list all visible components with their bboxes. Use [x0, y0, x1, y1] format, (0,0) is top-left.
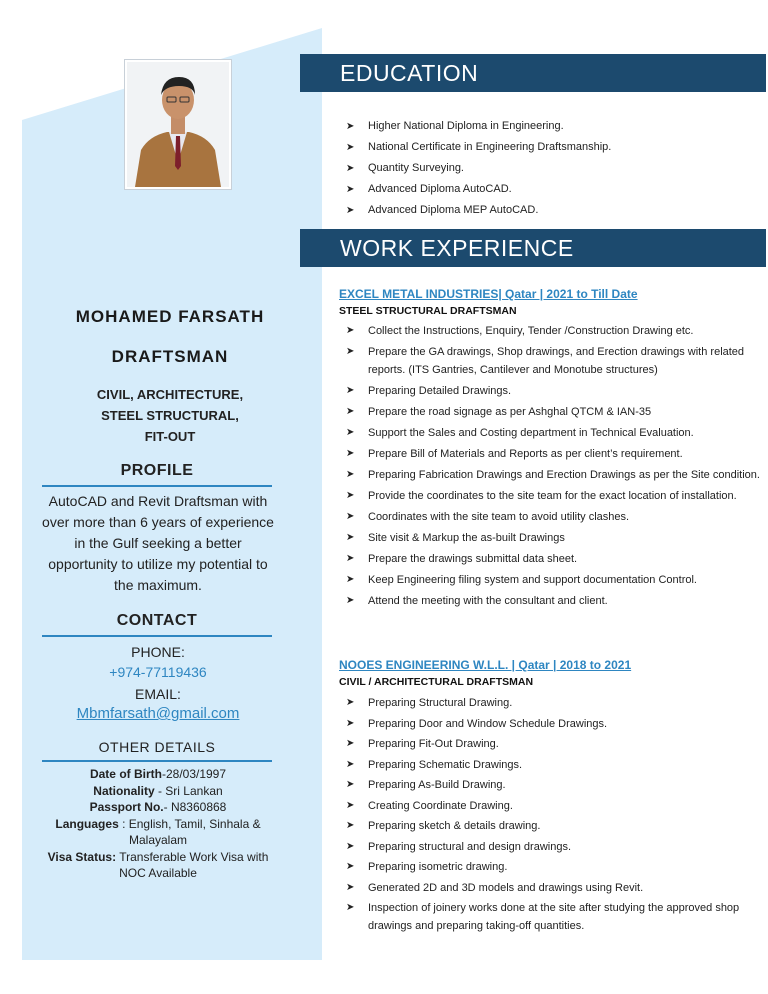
- arrow-icon: ➤: [346, 142, 355, 153]
- detail-label: Date of Birth: [89, 767, 162, 781]
- list-item: ➤ Advanced Diploma AutoCAD.: [346, 179, 762, 200]
- arrow-icon: ➤: [346, 861, 355, 872]
- contact-heading: CONTACT: [116, 612, 198, 629]
- arrow-icon: ➤: [346, 448, 355, 459]
- arrow-icon: ➤: [346, 902, 355, 913]
- arrow-icon: ➤: [346, 697, 355, 708]
- education-heading: EDUCATION: [300, 54, 766, 92]
- list-item: ➤ Preparing isometric drawing.: [346, 858, 762, 876]
- detail-row: [36, 849, 280, 882]
- specialty-item: CIVIL, ARCHITECTURE,: [96, 387, 244, 402]
- list-item: ➤ Collect the Instructions, Enquiry, Tender /Construction Drawing etc.: [346, 322, 762, 340]
- detail-label: Nationality: [93, 783, 155, 798]
- arrow-icon: ➤: [346, 799, 355, 811]
- arrow-icon: ➤: [346, 205, 355, 216]
- detail-value: - Sri Lankan: [154, 783, 223, 798]
- detail-value: Transferable Work Visa with NOC Available: [116, 849, 269, 880]
- arrow-icon: ➤: [346, 346, 355, 357]
- list-item: ➤ Preparing sketch & details drawing.: [346, 817, 762, 835]
- list-item: ➤ Prepare Bill of Materials and Reports as per client’s requirement.: [346, 445, 762, 463]
- list-item: ➤ Advanced Diploma MEP AutoCAD.: [346, 200, 762, 221]
- detail-label: Passport No.: [89, 800, 164, 814]
- list-item: ➤ Provide the coordinates to the site team for the exact location of installation.: [346, 487, 762, 505]
- email-label: EMAIL:: [135, 686, 181, 702]
- list-item: ➤ Prepare the drawings submittal data sheet.: [346, 550, 762, 568]
- company-name: NOOES ENGINEERING W.L.L. | Qatar | 2018 to 2021: [339, 658, 632, 672]
- profile-photo: [125, 60, 231, 189]
- list-item: ➤ Preparing Door and Window Schedule Drawings.: [346, 715, 762, 733]
- list-item: ➤ Site visit & Markup the as-built Drawings: [346, 529, 762, 547]
- arrow-icon: ➤: [346, 595, 355, 606]
- candidate-name: MOHAMED FARSATH: [75, 307, 265, 326]
- list-item: ➤ Preparing As-Build Drawing.: [346, 776, 762, 794]
- phone-label: PHONE:: [131, 644, 185, 660]
- job-duties-list: [346, 694, 762, 938]
- specialties: [30, 384, 310, 447]
- detail-label: Visa Status:: [47, 849, 117, 864]
- list-item: ➤ Quantity Surveying.: [346, 158, 762, 179]
- job-role: CIVIL / ARCHITECTURAL DRAFTSMAN: [339, 676, 534, 688]
- list-item: ➤ Inspection of joinery works done at the site after studying the approved shop drawings and preparing taking-off quantities.: [346, 899, 762, 935]
- company-name: EXCEL METAL INDUSTRIES| Qatar | 2021 to Till Date: [339, 287, 638, 301]
- arrow-icon: ➤: [346, 325, 355, 336]
- arrow-icon: ➤: [346, 532, 355, 543]
- list-item: ➤ National Certificate in Engineering Draftsmanship.: [346, 137, 762, 158]
- detail-value: : English, Tamil, Sinhala & Malayalam: [118, 816, 261, 847]
- arrow-icon: ➤: [346, 469, 355, 480]
- list-item: ➤ Prepare the GA drawings, Shop drawings, and Erection drawings with related reports. (ITS Gantries, Cantilever and Monotube structures): [346, 343, 762, 379]
- education-list: [346, 116, 762, 221]
- arrow-icon: ➤: [346, 553, 355, 564]
- profile-text: AutoCAD and Revit Draftsman with over more than 6 years of experience in the Gulf seeking a better opportunity to utilize my potential to the maximum.: [42, 493, 274, 593]
- arrow-icon: ➤: [346, 427, 355, 438]
- contact-divider: [42, 635, 272, 637]
- list-item: ➤ Preparing Detailed Drawings.: [346, 382, 762, 400]
- arrow-icon: ➤: [346, 758, 355, 770]
- other-details-heading: OTHER DETAILS: [98, 739, 216, 755]
- arrow-icon: ➤: [346, 717, 355, 729]
- list-item: ➤ Keep Engineering filing system and support documentation Control.: [346, 571, 762, 589]
- profile-divider: [42, 485, 272, 487]
- list-item: ➤ Preparing Structural Drawing.: [346, 694, 762, 712]
- list-item: ➤ Support the Sales and Costing department in Technical Evaluation.: [346, 424, 762, 442]
- arrow-icon: ➤: [346, 779, 355, 790]
- detail-row: [36, 783, 280, 800]
- detail-label: Languages: [55, 816, 119, 831]
- phone-link[interactable]: +974-77119436: [109, 664, 207, 680]
- list-item: ➤ Creating Coordinate Drawing.: [346, 797, 762, 815]
- list-item: ➤ Higher National Diploma in Engineering.: [346, 116, 762, 137]
- job-role: STEEL STRUCTURAL DRAFTSMAN: [339, 305, 517, 317]
- detail-value: - N8360868: [163, 800, 227, 814]
- list-item: ➤ Generated 2D and 3D models and drawings using Revit.: [346, 879, 762, 897]
- arrow-icon: ➤: [346, 490, 355, 501]
- arrow-icon: ➤: [346, 121, 355, 132]
- list-item: ➤ Prepare the road signage as per Ashghal QTCM & IAN-35: [346, 403, 762, 421]
- arrow-icon: ➤: [346, 574, 355, 585]
- email-link[interactable]: Mbmfarsath@gmail.com: [76, 705, 240, 722]
- arrow-icon: ➤: [346, 406, 355, 417]
- detail-row: [36, 799, 280, 816]
- list-item: ➤ Preparing Schematic Drawings.: [346, 756, 762, 774]
- detail-value: -28/03/1997: [161, 767, 227, 781]
- list-item: ➤ Coordinates with the site team to avoid utility clashes.: [346, 508, 762, 526]
- other-details: [36, 766, 280, 882]
- list-item: ➤ Preparing structural and design drawings.: [346, 838, 762, 856]
- list-item: ➤ Preparing Fit-Out Drawing.: [346, 735, 762, 753]
- list-item: ➤ Preparing Fabrication Drawings and Erection Drawings as per the Site condition.: [346, 466, 762, 484]
- other-details-divider: [42, 760, 272, 762]
- detail-row: [36, 816, 280, 849]
- detail-row: [36, 766, 280, 783]
- arrow-icon: ➤: [346, 738, 355, 749]
- job-title: DRAFTSMAN: [111, 347, 229, 366]
- arrow-icon: ➤: [346, 184, 355, 195]
- arrow-icon: ➤: [346, 840, 355, 852]
- contact-block: [40, 642, 276, 724]
- arrow-icon: ➤: [346, 881, 355, 893]
- job-duties-list: [346, 322, 762, 613]
- list-item: ➤ Attend the meeting with the consultant and client.: [346, 592, 762, 610]
- arrow-icon: ➤: [346, 163, 355, 174]
- specialty-item: FIT-OUT: [144, 429, 196, 444]
- specialty-item: STEEL STRUCTURAL,: [101, 408, 239, 423]
- arrow-icon: ➤: [346, 511, 355, 522]
- arrow-icon: ➤: [346, 820, 355, 831]
- work-experience-heading: WORK EXPERIENCE: [300, 229, 766, 267]
- arrow-icon: ➤: [346, 385, 355, 396]
- profile-heading: PROFILE: [120, 462, 194, 479]
